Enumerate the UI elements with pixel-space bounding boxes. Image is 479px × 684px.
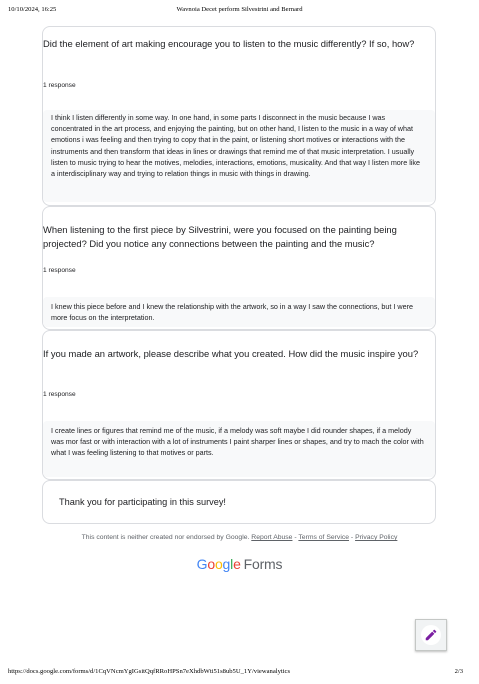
print-date: 10/10/2024, 16:25 <box>8 6 57 13</box>
edit-button[interactable] <box>415 619 447 651</box>
response-count: 1 response <box>43 391 76 398</box>
terms-of-service-link[interactable]: Terms of Service <box>298 534 350 541</box>
response-count: 1 response <box>43 82 76 89</box>
privacy-policy-link[interactable]: Privacy Policy <box>355 534 398 541</box>
response-count: 1 response <box>43 267 76 274</box>
google-wordmark: Google <box>196 556 241 572</box>
print-title: Wavnoia Decet perform Silvestrini and Bernard <box>176 6 303 13</box>
question-card-3 <box>42 330 436 480</box>
google-forms-logo[interactable] <box>0 556 479 572</box>
question-title: Did the element of art making encourage you to listen to the music differently? If so, how? <box>43 38 415 49</box>
forms-wordmark: Forms <box>243 556 283 572</box>
pencil-icon <box>421 625 441 645</box>
question-card-2 <box>42 206 436 330</box>
link-separator: - <box>349 534 356 541</box>
thank-you-card <box>42 480 436 524</box>
print-header <box>0 6 479 18</box>
page-number: 2/3 <box>454 668 463 675</box>
disclaimer-text: This content is neither created nor endorsed by Google. <box>81 534 250 541</box>
answer-text: I create lines or figures that remind me of the music, if a melody was soft maybe I did rounder shapes, if a melody was mor fast or with interaction with a lot of instruments I paint sharper lines or shapes, and try to mach the color with what I was feeling listening to that motives or parts. <box>43 421 435 477</box>
question-title: When listening to the first piece by Silvestrini, were you focused on the painting being projected? Did you notice any connections between the painting and the music? <box>43 224 397 249</box>
question-card-1 <box>42 26 436 206</box>
link-separator: - <box>292 534 299 541</box>
answer-text: I knew this piece before and I knew the relationship with the artwork, so in a way I saw the connections, but I were more focus on the interpretation. <box>43 297 435 327</box>
report-abuse-link[interactable]: Report Abuse <box>251 534 293 541</box>
answer-text: I think I listen differently in some way. In one hand, in some parts I disconnect in the music because I was concentrated in the art process, and enjoying the painting, but on other hand, I listen to the music in a way of what emotions i was feeling and then trying to copy that in the paint, or listening short motives or interactions with the instruments and then transform that ideas in lines or drawings that remind me of that music interpretation. I usually listen to music trying to hear the motives, melodies, interactions, emotions, musicality. And that way I listen more like a interdisciplinary way and trying to relation things in music with things in drawing. <box>43 110 435 202</box>
question-title: If you made an artwork, please describe what you created. How did the music inspire you? <box>43 348 419 359</box>
print-footer <box>0 668 479 680</box>
disclaimer <box>0 534 479 541</box>
thank-you-message: Thank you for participating in this survey! <box>59 497 226 507</box>
print-url: https://docs.google.com/forms/d/1CqVNcmYgIGsitQqfRRoHPSn7eXhdbWti51s8ub5U_1Y/viewanalytics <box>8 668 291 675</box>
